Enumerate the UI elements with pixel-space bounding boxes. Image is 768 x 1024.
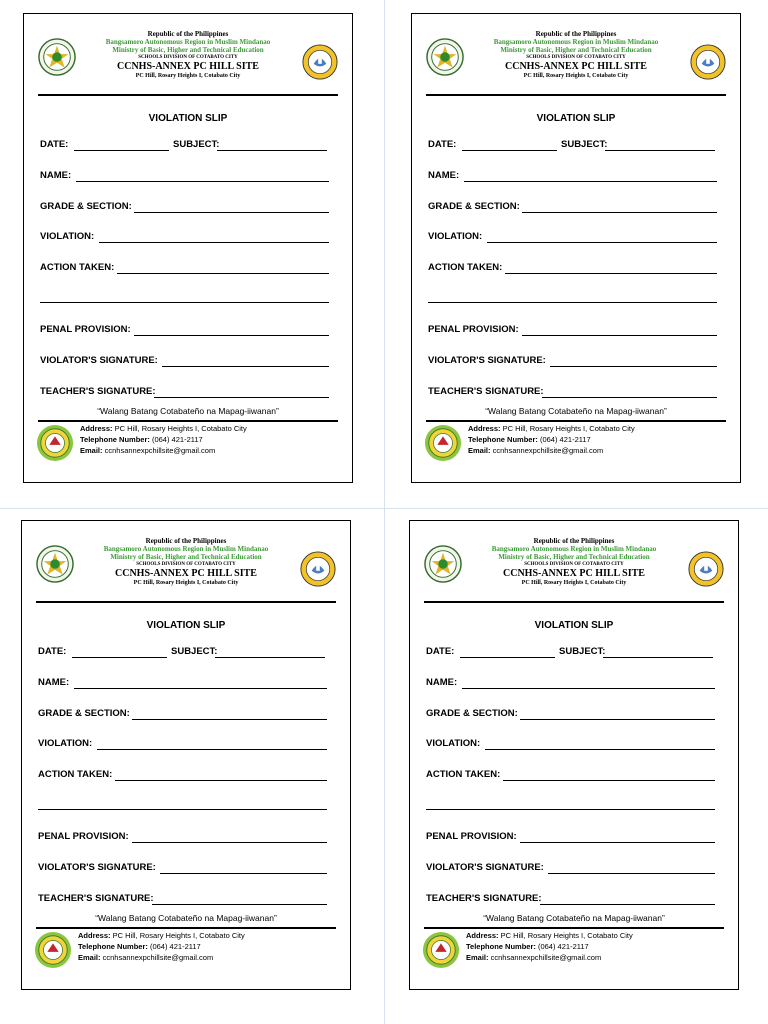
teacher-signature-row [38, 893, 334, 904]
school-name: CCNHS-ANNEX PC HILL SITE [503, 568, 645, 579]
teacher-signature-label: TEACHER'S SIGNATURE: [38, 893, 154, 904]
action-taken-label: ACTION TAKEN: [426, 769, 501, 780]
school-location: PC Hill, Rosary Heights I, Cotabato City [521, 580, 627, 586]
ministry-text: Ministry of Basic, Higher and Technical Education [498, 553, 650, 561]
violation-row [428, 231, 724, 242]
school-name: CCNHS-ANNEX PC HILL SITE [505, 61, 647, 72]
violator-signature-row [38, 862, 334, 873]
grade-section-label: GRADE & SECTION: [40, 201, 132, 212]
telephone-label: Telephone Number: [80, 435, 150, 444]
republic-text: Republic of the Philippines [533, 537, 615, 545]
violation-row [40, 231, 336, 242]
violation-slip [23, 13, 353, 483]
school-emblem-icon [424, 424, 462, 462]
violation-label: VIOLATION: [38, 738, 93, 749]
action-taken-label: ACTION TAKEN: [428, 262, 503, 273]
telephone-line [468, 434, 635, 445]
footer-divider [38, 420, 338, 422]
action-taken-field[interactable] [115, 780, 327, 781]
teacher-signature-row [428, 386, 724, 397]
header-divider [38, 94, 338, 96]
violation-slip [411, 13, 741, 483]
violator-signature-row [426, 862, 722, 873]
name-field[interactable] [464, 181, 717, 182]
subject-label: SUBJECT: [561, 139, 608, 150]
school-emblem-icon [422, 931, 460, 969]
violation-field[interactable] [487, 242, 717, 243]
school-motto: “Walang Batang Cotabateño na Mapag-iiwanan” [485, 406, 667, 416]
grade-section-label: GRADE & SECTION: [426, 708, 518, 719]
telephone-value: (064) 421-2117 [151, 435, 203, 444]
footer-divider [426, 420, 726, 422]
teacher-signature-row [426, 893, 722, 904]
violator-signature-label: VIOLATOR'S SIGNATURE: [428, 355, 546, 366]
action-taken-label: ACTION TAKEN: [38, 769, 113, 780]
ministry-text: Ministry of Basic, Higher and Technical Education [112, 46, 264, 54]
date-field[interactable] [460, 657, 555, 658]
subject-label: SUBJECT: [559, 646, 606, 657]
division-text: SCHOOLS DIVISION OF COTABATO CITY [138, 55, 238, 60]
violator-signature-label: VIOLATOR'S SIGNATURE: [38, 862, 156, 873]
teacher-signature-field[interactable] [540, 904, 715, 905]
school-name: CCNHS-ANNEX PC HILL SITE [115, 568, 257, 579]
header-divider [36, 601, 336, 603]
action-taken-continuation[interactable] [40, 302, 329, 303]
name-label: NAME: [38, 677, 70, 688]
telephone-line [78, 941, 245, 952]
grade-section-label: GRADE & SECTION: [38, 708, 130, 719]
violation-slip [409, 520, 739, 990]
violator-signature-field[interactable] [548, 873, 715, 874]
violation-label: VIOLATION: [428, 231, 483, 242]
subject-field-row [173, 139, 336, 150]
footer-divider [424, 927, 724, 929]
email-line [78, 952, 245, 963]
teacher-signature-label: TEACHER'S SIGNATURE: [426, 893, 542, 904]
action-taken-field[interactable] [505, 273, 717, 274]
telephone-value: (064) 421-2117 [537, 942, 589, 951]
subject-field[interactable] [215, 657, 325, 658]
name-row [428, 170, 724, 181]
violator-signature-row [40, 355, 336, 366]
division-text: SCHOOLS DIVISION OF COTABATO CITY [524, 562, 624, 567]
name-label: NAME: [426, 677, 458, 688]
subject-field-row [171, 646, 334, 657]
email-line [80, 445, 247, 456]
grade-section-field[interactable] [520, 719, 715, 720]
header-divider [424, 601, 724, 603]
violator-signature-row [428, 355, 724, 366]
violation-slip [21, 520, 351, 990]
violator-signature-field[interactable] [162, 366, 329, 367]
ministry-text: Ministry of Basic, Higher and Technical Education [110, 553, 262, 561]
address-label: Address: [80, 424, 113, 433]
address-value: PC Hill, Rosary Heights I, Cotabato City [502, 424, 635, 433]
teacher-signature-label: TEACHER'S SIGNATURE: [40, 386, 156, 397]
email-label: Email: [80, 446, 103, 455]
ministry-text: Ministry of Basic, Higher and Technical Education [500, 46, 652, 54]
teacher-signature-row [40, 386, 336, 397]
penal-provision-row [428, 324, 724, 335]
action-taken-field[interactable] [503, 780, 715, 781]
violation-label: VIOLATION: [40, 231, 95, 242]
name-field[interactable] [462, 688, 715, 689]
address-value: PC Hill, Rosary Heights I, Cotabato City [112, 931, 245, 940]
violation-label: VIOLATION: [426, 738, 481, 749]
address-label: Address: [466, 931, 499, 940]
email-label: Email: [466, 953, 489, 962]
republic-text: Republic of the Philippines [147, 30, 229, 38]
action-taken-row [426, 769, 722, 780]
name-row [40, 170, 336, 181]
name-label: NAME: [428, 170, 460, 181]
date-label: DATE: [426, 646, 455, 657]
violation-field[interactable] [97, 749, 327, 750]
violator-signature-field[interactable] [550, 366, 717, 367]
school-motto: “Walang Batang Cotabateño na Mapag-iiwanan” [95, 913, 277, 923]
telephone-line [466, 941, 633, 952]
subject-field[interactable] [603, 657, 713, 658]
subject-field[interactable] [605, 150, 715, 151]
address-line [80, 423, 247, 434]
grade-section-label: GRADE & SECTION: [428, 201, 520, 212]
contact-info [468, 423, 635, 456]
subject-field-row [559, 646, 722, 657]
violation-row [426, 738, 722, 749]
email-line [466, 952, 633, 963]
address-label: Address: [468, 424, 501, 433]
penal-provision-row [40, 324, 336, 335]
school-location: PC Hill, Rosary Heights I, Cotabato City [523, 73, 629, 79]
telephone-value: (064) 421-2117 [149, 942, 201, 951]
action-taken-continuation[interactable] [38, 809, 327, 810]
violator-signature-field[interactable] [160, 873, 327, 874]
division-text: SCHOOLS DIVISION OF COTABATO CITY [526, 55, 626, 60]
penal-provision-field[interactable] [132, 842, 327, 843]
grade-section-row [428, 201, 724, 212]
telephone-value: (064) 421-2117 [539, 435, 591, 444]
action-taken-field[interactable] [117, 273, 329, 274]
email-label: Email: [468, 446, 491, 455]
republic-text: Republic of the Philippines [145, 537, 227, 545]
date-field[interactable] [74, 150, 169, 151]
division-text: SCHOOLS DIVISION OF COTABATO CITY [136, 562, 236, 567]
subject-label: SUBJECT: [173, 139, 220, 150]
school-name: CCNHS-ANNEX PC HILL SITE [117, 61, 259, 72]
telephone-label: Telephone Number: [78, 942, 148, 951]
contact-info [80, 423, 247, 456]
slip-title: VIOLATION SLIP [536, 113, 616, 124]
name-field[interactable] [76, 181, 329, 182]
page-guide-horizontal [0, 508, 768, 509]
email-value[interactable]: ccnhsannexpchillsite@gmail.com [104, 446, 216, 455]
date-label: DATE: [40, 139, 69, 150]
teacher-signature-field[interactable] [154, 397, 329, 398]
grade-section-field[interactable] [132, 719, 327, 720]
violation-row [38, 738, 334, 749]
subject-field[interactable] [217, 150, 327, 151]
penal-provision-field[interactable] [134, 335, 329, 336]
contact-info [78, 930, 245, 963]
penal-provision-field[interactable] [522, 335, 717, 336]
action-taken-row [40, 262, 336, 273]
teacher-signature-field[interactable] [152, 904, 327, 905]
page-guide-vertical [384, 0, 385, 1024]
subject-field-row [561, 139, 724, 150]
grade-section-row [38, 708, 334, 719]
telephone-label: Telephone Number: [468, 435, 538, 444]
slip-title: VIOLATION SLIP [534, 620, 614, 631]
violator-signature-label: VIOLATOR'S SIGNATURE: [426, 862, 544, 873]
email-line [468, 445, 635, 456]
teacher-signature-field[interactable] [542, 397, 717, 398]
region-text: Bangsamoro Autonomous Region in Muslim Mindanao [103, 545, 269, 553]
school-letterhead [24, 14, 352, 79]
telephone-label: Telephone Number: [466, 942, 536, 951]
name-row [426, 677, 722, 688]
date-field[interactable] [72, 657, 167, 658]
address-value: PC Hill, Rosary Heights I, Cotabato City [500, 931, 633, 940]
slip-title: VIOLATION SLIP [146, 620, 226, 631]
slip-title: VIOLATION SLIP [148, 113, 228, 124]
subject-label: SUBJECT: [171, 646, 218, 657]
school-location: PC Hill, Rosary Heights I, Cotabato City [133, 580, 239, 586]
address-line [78, 930, 245, 941]
name-row [38, 677, 334, 688]
address-value: PC Hill, Rosary Heights I, Cotabato City [114, 424, 247, 433]
action-taken-row [428, 262, 724, 273]
republic-text: Republic of the Philippines [535, 30, 617, 38]
date-label: DATE: [38, 646, 67, 657]
penal-provision-label: PENAL PROVISION: [38, 831, 129, 842]
school-emblem-icon [34, 931, 72, 969]
grade-section-field[interactable] [522, 212, 717, 213]
violation-field[interactable] [99, 242, 329, 243]
region-text: Bangsamoro Autonomous Region in Muslim Mindanao [491, 545, 657, 553]
penal-provision-field[interactable] [520, 842, 715, 843]
action-taken-continuation[interactable] [428, 302, 717, 303]
region-text: Bangsamoro Autonomous Region in Muslim Mindanao [493, 38, 659, 46]
grade-section-row [40, 201, 336, 212]
date-label: DATE: [428, 139, 457, 150]
teacher-signature-label: TEACHER'S SIGNATURE: [428, 386, 544, 397]
school-letterhead [410, 521, 738, 586]
action-taken-label: ACTION TAKEN: [40, 262, 115, 273]
footer-divider [36, 927, 336, 929]
penal-provision-label: PENAL PROVISION: [428, 324, 519, 335]
telephone-line [80, 434, 247, 445]
name-field[interactable] [74, 688, 327, 689]
school-location: PC Hill, Rosary Heights I, Cotabato City [135, 73, 241, 79]
grade-section-field[interactable] [134, 212, 329, 213]
address-label: Address: [78, 931, 111, 940]
address-line [468, 423, 635, 434]
name-label: NAME: [40, 170, 72, 181]
penal-provision-row [38, 831, 334, 842]
address-line [466, 930, 633, 941]
school-motto: “Walang Batang Cotabateño na Mapag-iiwanan” [483, 913, 665, 923]
contact-info [466, 930, 633, 963]
school-letterhead [412, 14, 740, 79]
region-text: Bangsamoro Autonomous Region in Muslim Mindanao [105, 38, 271, 46]
action-taken-continuation[interactable] [426, 809, 715, 810]
email-value[interactable]: ccnhsannexpchillsite@gmail.com [490, 953, 602, 962]
penal-provision-row [426, 831, 722, 842]
violation-field[interactable] [485, 749, 715, 750]
email-value[interactable]: ccnhsannexpchillsite@gmail.com [102, 953, 214, 962]
email-value[interactable]: ccnhsannexpchillsite@gmail.com [492, 446, 604, 455]
school-letterhead [22, 521, 350, 586]
school-emblem-icon [36, 424, 74, 462]
header-divider [426, 94, 726, 96]
date-field[interactable] [462, 150, 557, 151]
email-label: Email: [78, 953, 101, 962]
penal-provision-label: PENAL PROVISION: [40, 324, 131, 335]
grade-section-row [426, 708, 722, 719]
action-taken-row [38, 769, 334, 780]
penal-provision-label: PENAL PROVISION: [426, 831, 517, 842]
violator-signature-label: VIOLATOR'S SIGNATURE: [40, 355, 158, 366]
school-motto: “Walang Batang Cotabateño na Mapag-iiwanan” [97, 406, 279, 416]
